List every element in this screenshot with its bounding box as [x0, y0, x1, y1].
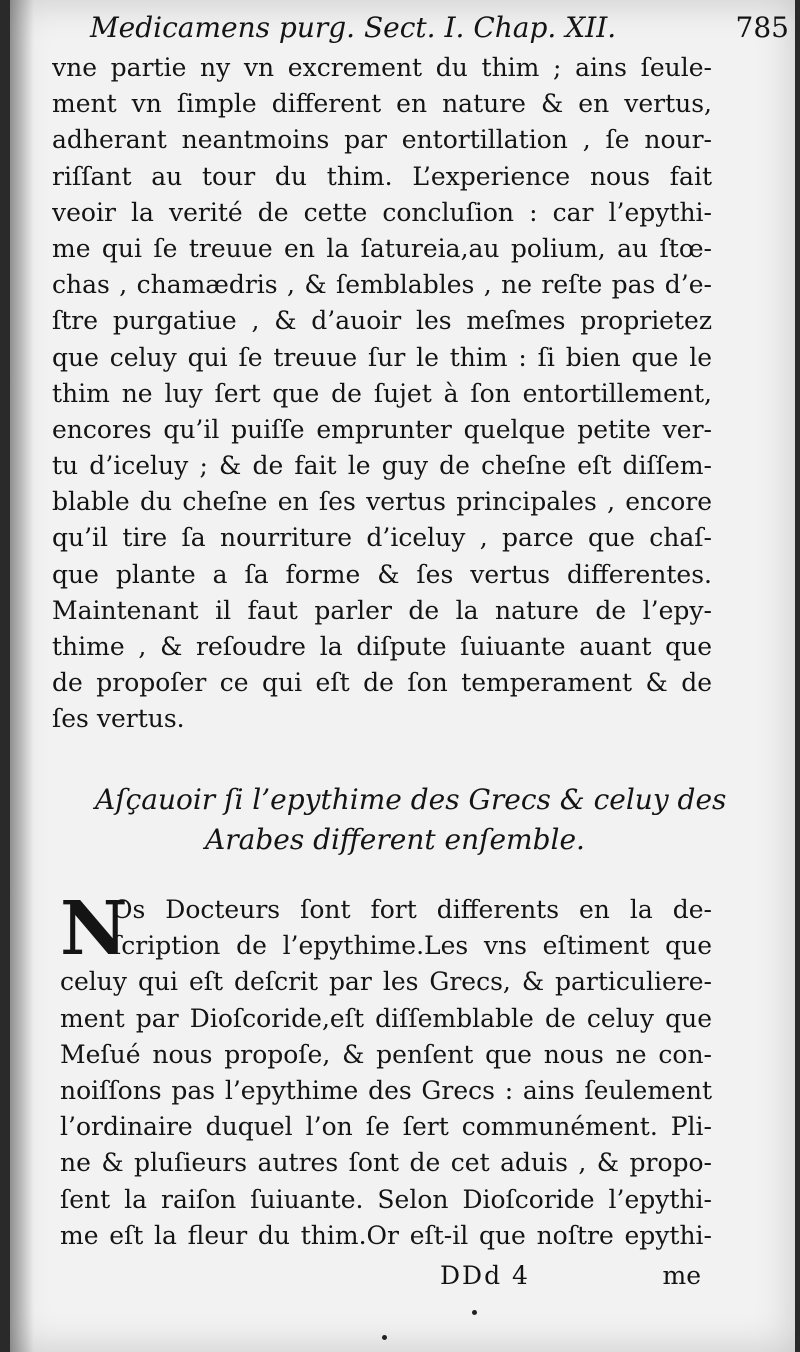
text-line: ment par Dioſcoride,eſt diſſemblable de celuy que: [60, 1003, 712, 1033]
text-line: l’ordinaire duquel l’on ſe ſert communément. Pli-: [60, 1112, 712, 1142]
paragraph-2: [60, 886, 712, 1254]
text-line: blable du cheſne en ſes vertus principales , encore: [52, 487, 712, 517]
text-line: ſtre purgatiue , & d’auoir les meſmes proprietez: [52, 306, 712, 336]
text-line: riſſant au tour du thim. L’experience nous fait: [52, 161, 712, 191]
catchword: me: [662, 1261, 701, 1290]
text-line: ſes vertus.: [52, 704, 185, 734]
text-line: Os Docteurs ſont fort differents en la de-: [112, 895, 712, 924]
text-line: noiſſons pas l’epythime des Grecs : ains ſeulement: [60, 1075, 712, 1105]
text-line: Maintenant il faut parler de la nature de l’epy-: [52, 595, 712, 625]
text-line: me qui ſe treuue en la ſatureia,au polium, au ſtœ-: [52, 233, 712, 263]
text-line: ſcription de l’epythime.Les vns eſtiment que: [112, 931, 712, 961]
text-line: vne partie ny vn excrement du thim ; ains ſeule-: [52, 53, 712, 82]
signature-mark: DDd 4: [440, 1261, 530, 1290]
text-line: ne & pluſieurs autres ſont de cet aduis , & propo-: [60, 1148, 712, 1178]
text-line: celuy qui eſt deſcrit par les Grecs, & particuliere-: [60, 967, 712, 997]
text-line: encores qu’il puiſſe emprunter quelque petite ver-: [52, 414, 712, 444]
text-line: ſent la raiſon ſuiuante. Selon Dioſcoride l’epythi-: [60, 1184, 712, 1214]
text-line: de propoſer ce qui eſt de ſon temperament & de: [52, 668, 712, 698]
text-line: tu d’iceluy ; & de fait le guy de cheſne eſt diſſem-: [52, 451, 712, 481]
text-line: ment vn ſimple different en nature & en vertus,: [52, 89, 712, 119]
running-title: Medicamens purg. Sect. I. Chap. XII.: [90, 11, 617, 44]
text-line: que celuy qui ſe treuue ſur le thim : ſi bien que le: [52, 342, 712, 372]
text-line: que plante a ſa forme & ſes vertus differentes.: [52, 559, 712, 589]
running-header: [90, 8, 789, 48]
page-gutter-shadow: [10, 0, 34, 1352]
text-line: qu’il tire ſa nourriture d’iceluy , parce que chaſ-: [52, 523, 712, 553]
text-line: thime , & reſoudre la diſpute ſuiuante auant que: [52, 632, 712, 661]
text-line: chas , chamædris , & ſemblables , ne reſte pas d’e-: [52, 270, 712, 300]
drop-cap-letter: N: [60, 886, 128, 972]
text-line: Meſué nous propoſe, & penſent que nous ne con-: [60, 1039, 712, 1069]
ink-dot: [382, 1335, 387, 1340]
drop-cap-block: [60, 886, 712, 972]
heading-line: Aſçauoir ſi l’epythime des Grecs & celuy des: [95, 783, 727, 816]
heading-line: Arabes different enſemble.: [205, 823, 585, 856]
text-line: adherant neantmoins par entortillation , ſe nour-: [52, 125, 712, 155]
book-page: [10, 0, 795, 1352]
text-line: me eſt la fleur du thim.Or eſt-il que noſtre epythi-: [60, 1220, 712, 1250]
ink-dot: [472, 1310, 477, 1315]
text-line: thim ne luy ſert que de ſujet à ſon entortillement,: [52, 378, 712, 408]
page-number: 785: [735, 11, 789, 44]
section-heading: [95, 780, 727, 860]
text-line: veoir la verité de cette concluſion : car l’epythi-: [52, 197, 712, 227]
paragraph-1: [52, 50, 712, 738]
